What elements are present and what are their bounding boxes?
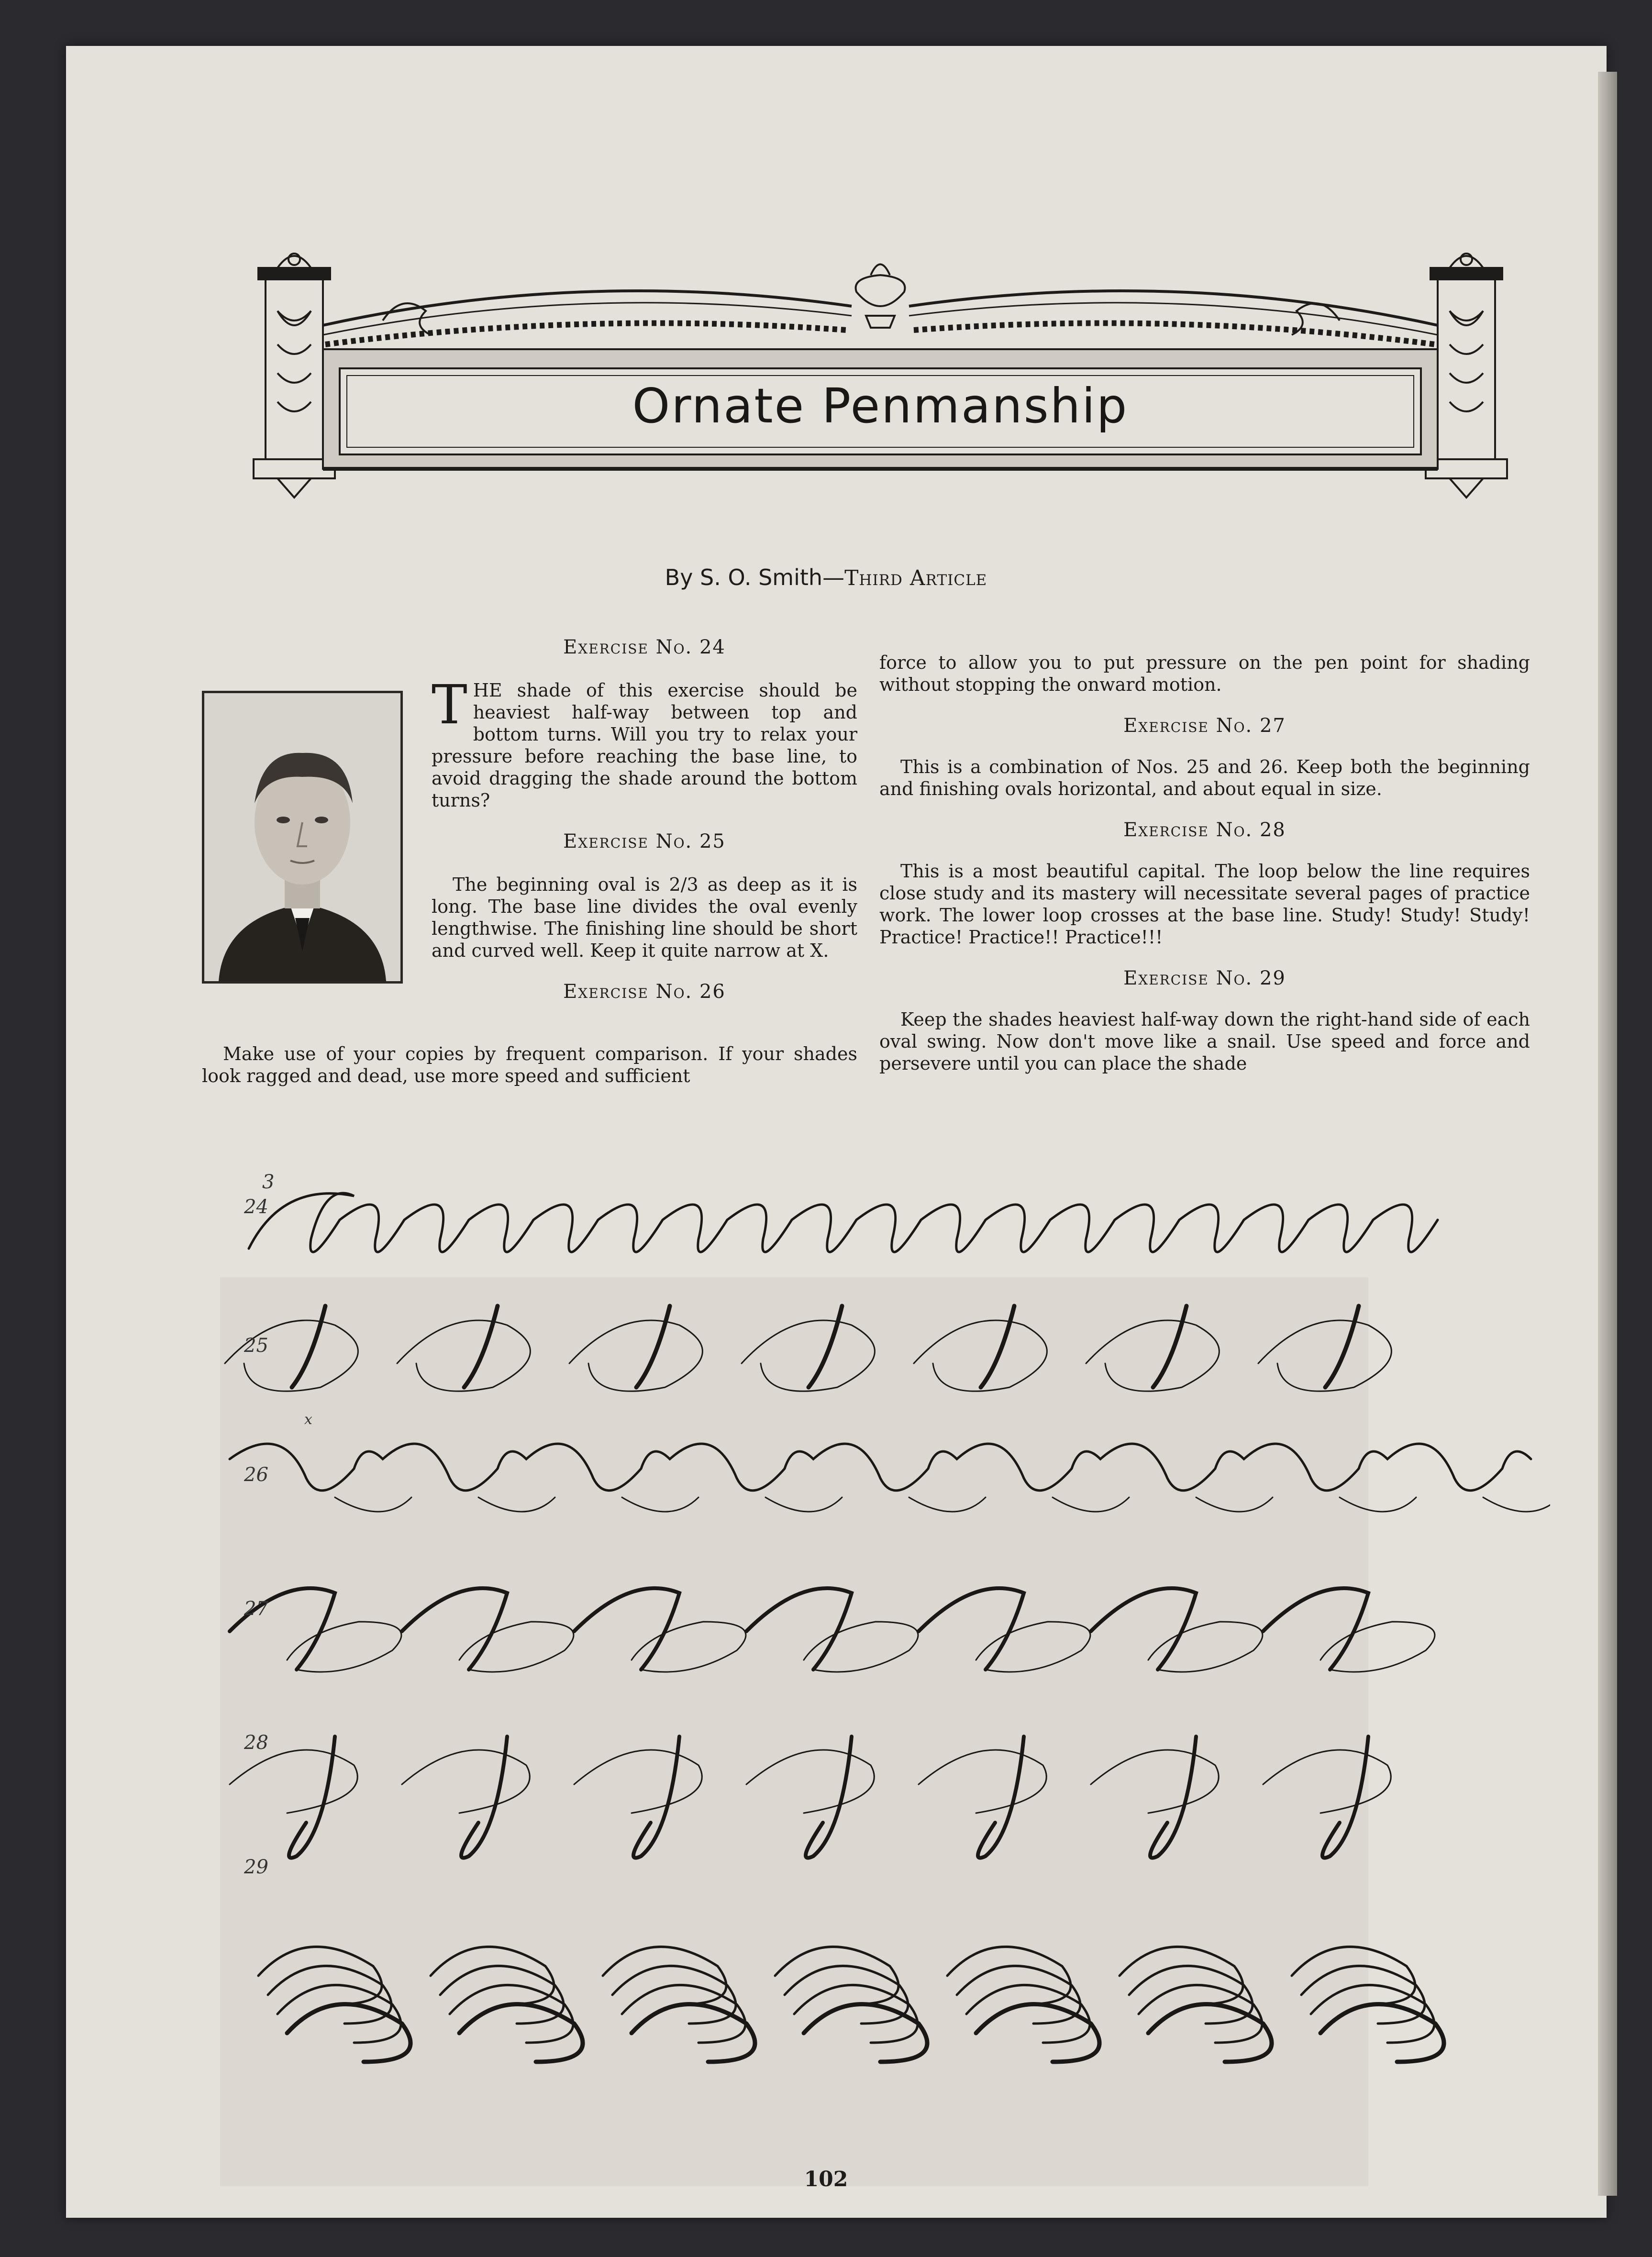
exercise-28-text: This is a most beautiful capital. The loop below the line requires close study and its mastery will necessitate several pages of practice work. The lower loop crosses at the base line. Study! Study! Study! Practice! Practice!! Practice!!! [879,861,1530,948]
right-column [879,652,1530,1074]
exercise-24-text [432,674,857,811]
exercise-26-oval [1483,1497,1550,1512]
exercise-27-heading: Exercise No. 27 [1123,715,1286,737]
byline-author: By S. O. Smith— [665,564,845,590]
exercise-27-text: This is a combination of Nos. 25 and 26. Keep both the beginning and finishing ovals horizontal, and about equal in size. [879,756,1530,799]
left-column-upper [432,636,857,1003]
byline-article: Third Article [844,566,987,590]
row-label-28: 28 [244,1732,268,1754]
exercise-25-heading: Exercise No. 25 [563,830,726,852]
exercise-29-text: Keep the shades heaviest half-way down the right-hand side of each oval swing. Now don't move like a snail. Use speed and force and persevere until you can place the shade [879,1009,1530,1074]
exercise-24-body: HE shade of this exercise should be heaviest half-way between top and bottom turns. Will you try to relax your pressure before reaching the base line, to avoid dragging the shade around the bottom turns? [432,680,857,811]
row-label-29: 29 [244,1856,268,1878]
author-portrait [202,691,403,984]
penmanship-specimen-plate [211,1162,1550,2205]
exercise-26-continued: force to allow you to put pressure on the pen point for shading without stopping the onward motion. [879,652,1530,695]
left-column-lower [202,1043,857,1087]
exercise-28-heading: Exercise No. 28 [1123,819,1286,841]
row-label-27: 27 [244,1598,268,1620]
exercise-24-stroke [249,1193,1438,1252]
page-number: 102 [804,2167,848,2191]
exercise-29-heading: Exercise No. 29 [1123,967,1286,989]
page-gutter [1598,72,1617,2196]
row-25-x-mark: x [304,1411,312,1428]
exercise-25-text: The beginning oval is 2/3 as deep as it is long. The base line divides the oval evenly lengthwise. The finishing line should be short and curved well. Keep it quite narrow at X. [432,874,857,961]
row-label-25: 25 [244,1335,268,1357]
exercise-26-text: Make use of your copies by frequent comparison. If your shades look ragged and dead, use more speed and sufficient [202,1043,857,1086]
dropcap: T [432,674,467,736]
row-label-24-extra: 3 [262,1171,275,1193]
exercise-26-heading: Exercise No. 26 [563,981,726,1003]
row-label-26: 26 [244,1464,268,1486]
exercise-24-heading: Exercise No. 24 [563,636,726,658]
byline [0,564,1652,590]
row-label-24: 24 [244,1196,268,1218]
header-title: Ornate Penmanship [632,378,1129,434]
